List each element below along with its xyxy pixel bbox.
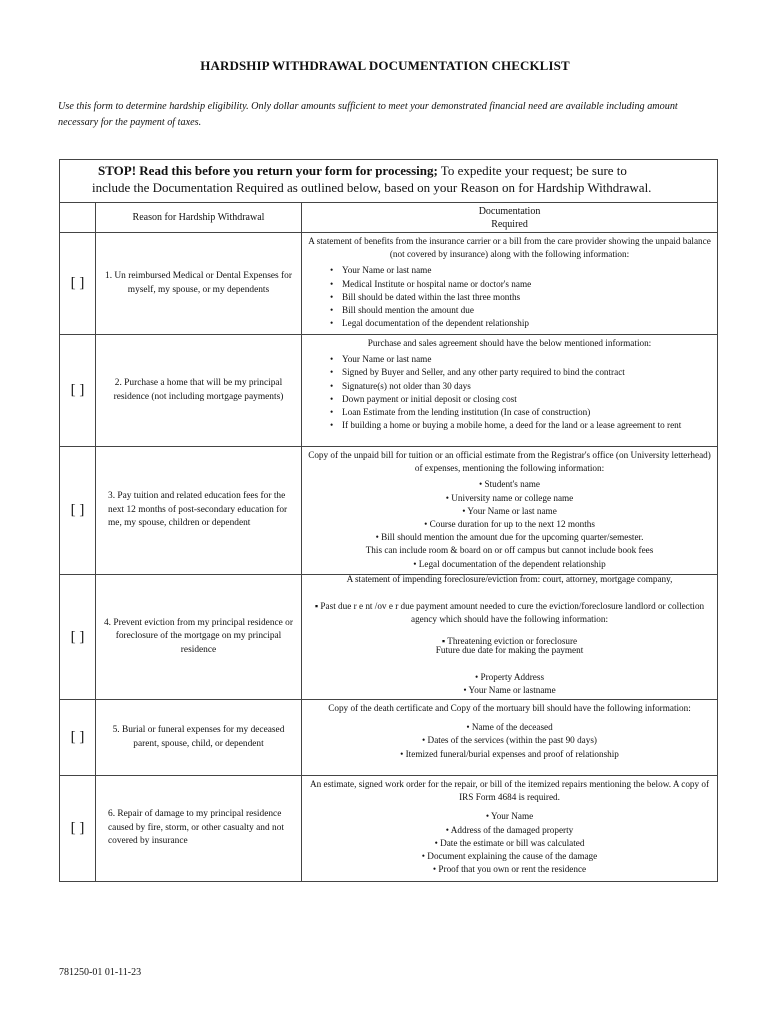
table-row [60,575,718,700]
list-item: • Loan Estimate from the lending institution (In case of construction) [342,406,711,419]
list-item: • Legal documentation of the dependent relationship [342,317,711,330]
checkbox-tuition[interactable]: [ ] [60,447,96,575]
list-item: • Date the estimate or bill was calculated [434,837,585,848]
list-item: • Your Name or last name [342,264,711,277]
list-item: • Your Name or last name [342,353,711,366]
list-item: • Signed by Buyer and Seller, and any other party required to bind the contract [342,366,711,379]
list-item: • Course duration for up to the next 12 months [424,519,595,530]
stop-notice [60,160,718,203]
doc-lead: A statement of impending foreclosure/eviction from: court, attorney, mortgage company, [346,574,673,584]
list-item: This can include room & board on or off campus but cannot include book fees [365,545,654,556]
doc-home-purchase [302,335,718,447]
list-item: • Your Name or last name [462,505,557,516]
doc-list [308,810,711,876]
doc-eviction [302,575,718,700]
doc-lead: Copy of the death certificate and Copy of the mortuary bill should have the following information: [328,703,691,714]
checklist-table [59,159,718,882]
stop-normal-text: To expedite your request; be sure to [437,163,627,178]
reason-casualty: 6. Repair of damage to my principal residence caused by fire, storm, or other casualty and not covered by insurance [96,776,302,882]
checkbox-funeral[interactable]: [ ] [60,700,96,776]
list-item: • Medical Institute or hospital name or doctor's name [342,278,711,291]
list-item: • Proof that you own or rent the residence [432,864,587,875]
list-item: • Your Name [485,811,534,822]
list-item [308,671,711,697]
list-item: • Address of the damaged property [445,824,574,835]
checkbox-medical[interactable]: [ ] [60,233,96,335]
checkbox-casualty[interactable]: [ ] [60,776,96,882]
header-documentation [302,203,718,233]
list-item-line: ▪ Threatening eviction or foreclosure [441,635,578,646]
list-item: • Down payment or initial deposit or closing cost [342,393,711,406]
doc-lead: Copy of the unpaid bill for tuition or an official estimate from the Registrar's office (on University letterhead) of expenses, mentioning the following information: [308,450,711,474]
reason-medical: 1. Un reimbursed Medical or Dental Expenses for myself, my spouse, or my dependents [96,233,302,335]
header-doc-line2: Required [491,218,528,230]
list-item: • Student's name [479,479,541,490]
list-item: • Name of the deceased [466,722,553,733]
intro-text: Use this form to determine hardship eligibility. Only dollar amounts sufficient to meet your demonstrated financial need are available including amount necessary for the payment of taxes. [58,101,678,128]
form-number: 781250-01 01-11-23 [59,967,142,978]
doc-list [308,478,711,570]
list-item: ▪ Past due r e nt /ov e r due payment amount needed to cure the eviction/foreclosure landlord or collection agency which should have the following information: [314,601,705,625]
list-item: • Legal documentation of the dependent relationship [413,558,606,569]
doc-list [308,721,711,761]
table-row [60,233,718,335]
doc-casualty [302,776,718,882]
list-item: • Bill should be dated within the last three months [342,291,711,304]
header-check-cell [60,203,96,233]
checkbox-eviction[interactable]: [ ] [60,575,96,700]
page-title: HARDSHIP WITHDRAWAL DOCUMENTATION CHECKLIST [200,58,570,73]
list-item-line: • Property Address [474,671,545,682]
list-item-line: Future due date for making the payment [435,644,584,655]
header-doc-line1: Documentation [478,205,541,217]
list-item: • University name or college name [445,492,574,503]
list-item: • Document explaining the cause of the damage [421,851,598,862]
list-item: • Dates of the services (within the past 90 days) [422,735,597,746]
list-item: • Bill should mention the amount due for the upcoming quarter/semester. [375,532,644,543]
header-reason: Reason for Hardship Withdrawal [96,203,302,233]
doc-list [308,264,711,330]
list-item: • Itemized funeral/burial expenses and proof of relationship [400,748,619,759]
doc-lead: A statement of benefits from the insurance carrier or a bill from the care provider showing the unpaid balance (not covered by insurance) along with the following information: [308,236,711,260]
stop-line-2: include the Documentation Required as outlined below, based on your Reason on for Hardship Withdrawal. [92,180,652,195]
table-row [60,700,718,776]
reason-tuition: 3. Pay tuition and related education fees for the next 12 months of post-secondary education for me, my spouse, children or dependent [96,447,302,575]
list-item: • If building a home or buying a mobile home, a deed for the land or a lease agreement to rent [342,419,711,432]
doc-lead: An estimate, signed work order for the repair, or bill of the itemized repairs mentioning the below. A copy of IRS Form 4684 is required. [309,779,710,803]
table-row [60,447,718,575]
doc-tuition [302,447,718,575]
list-item-line: • Your Name or lastname [463,684,556,695]
list-item [308,637,711,655]
doc-list [308,353,711,432]
reason-eviction: 4. Prevent eviction from my principal residence or foreclosure of the mortgage on my principal residence [96,575,302,700]
table-row [60,335,718,447]
reason-home-purchase: 2. Purchase a home that will be my principal residence (not including mortgage payments) [96,335,302,447]
checkbox-home-purchase[interactable]: [ ] [60,335,96,447]
list-item: • Bill should mention the amount due [342,304,711,317]
doc-medical [302,233,718,335]
doc-funeral [302,700,718,776]
list-item: • Signature(s) not older than 30 days [342,380,711,393]
doc-lead: Purchase and sales agreement should have the below mentioned information: [367,338,652,348]
stop-bold-text: STOP! Read this before you return your form for processing; [98,163,438,178]
table-row [60,776,718,882]
reason-funeral: 5. Burial or funeral expenses for my deceased parent, spouse, child, or dependent [96,700,302,776]
